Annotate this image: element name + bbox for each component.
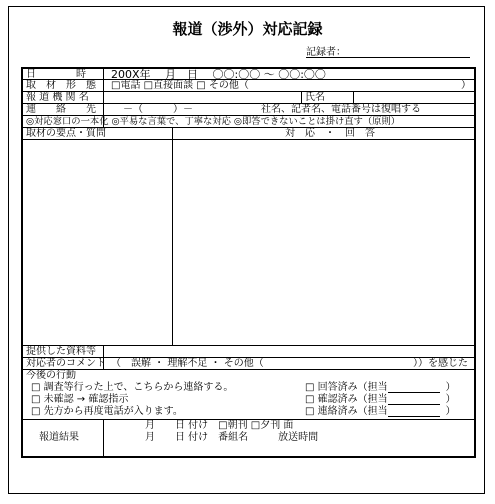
interview-form-options: □電話 □直接面談 □ その他（ <box>111 80 249 91</box>
result-label: 報道結果 <box>39 432 79 443</box>
future-label: 今後の行動 <box>26 370 76 381</box>
interview-form-close: ） <box>461 80 471 91</box>
assignee-line <box>388 407 440 417</box>
datetime-value: 200X年 月 日 〇〇:〇〇 ～ 〇〇:〇〇 <box>111 68 326 81</box>
action-status-label: □ 回答済み（担当 <box>305 382 388 393</box>
action-status-label: □ 連絡済み（担当 <box>305 406 388 417</box>
response-label: 対 応 ・ 回 答 <box>285 128 375 139</box>
materials-label: 提供した資料等 <box>26 346 96 357</box>
action-status-close: ） <box>445 406 456 417</box>
policy-line: ◎対応窓口の一本化 ◎平易な言葉で、丁寧な対応 ◎即答できないことは掛け直す（原則） <box>26 116 401 127</box>
comment-label: 対応者のコメント <box>26 358 106 369</box>
row-divider <box>23 91 474 92</box>
action-status <box>305 382 456 393</box>
contact-value: －（ ）－ <box>123 104 193 115</box>
row-divider <box>23 369 474 370</box>
row-divider <box>23 139 474 140</box>
qa-column-divider <box>172 127 173 345</box>
action-status-close: ） <box>445 394 456 405</box>
recorder-signature-line <box>306 57 470 58</box>
action-item: □ 未確認 → 確認指示 <box>31 394 129 405</box>
result-broadcast-line: 月 日 付け 番組名 放送時間 <box>145 432 319 443</box>
action-status <box>305 406 456 417</box>
interview-form-label: 取 材 形 態 <box>26 80 96 91</box>
assignee-line <box>388 395 440 405</box>
action-status-close: ） <box>445 382 456 393</box>
name-column-divider <box>301 91 302 103</box>
action-status-label: □ 確認済み（担当 <box>305 394 388 405</box>
points-label: 取材の要点・質問 <box>26 128 106 139</box>
comment-value: （ 誤解 ・ 理解不足 ・ その他（ <box>111 358 264 369</box>
result-newspaper-line: 月 日 付け □朝刊 □夕刊 面 <box>145 420 294 431</box>
media-label: 報 道 機 関 名 <box>26 92 89 103</box>
comment-suffix: ））を感じた <box>413 358 468 369</box>
page-title: 報道（渉外）対応記録 <box>172 20 323 38</box>
name-label: 氏名 <box>305 92 325 103</box>
action-status <box>305 394 456 405</box>
label-column-divider <box>103 419 104 458</box>
contact-note: 社名、記者名、電話番号は復唱する <box>261 104 421 115</box>
recorder-label: 記録者： <box>306 47 346 58</box>
name-column-divider <box>353 91 354 103</box>
contact-label: 連 絡 先 <box>26 104 96 115</box>
datetime-label: 日 時 <box>26 69 86 80</box>
action-item: □ 先方から再度電話が入ります。 <box>31 406 183 417</box>
assignee-line <box>388 383 440 393</box>
action-item: □ 調査等行った上で、こちらから連絡する。 <box>31 382 234 393</box>
record-form-table <box>21 67 476 458</box>
